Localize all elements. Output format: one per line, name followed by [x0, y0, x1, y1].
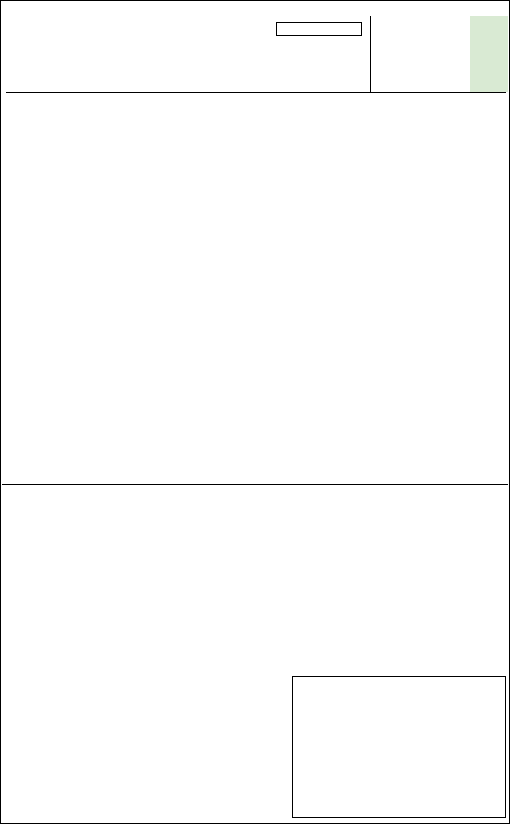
obs-divider [2, 484, 508, 485]
column-header-block [370, 16, 440, 92]
green-col-header [470, 16, 508, 92]
results-chart [292, 676, 506, 818]
competences-label [276, 22, 362, 36]
divider [6, 92, 506, 93]
